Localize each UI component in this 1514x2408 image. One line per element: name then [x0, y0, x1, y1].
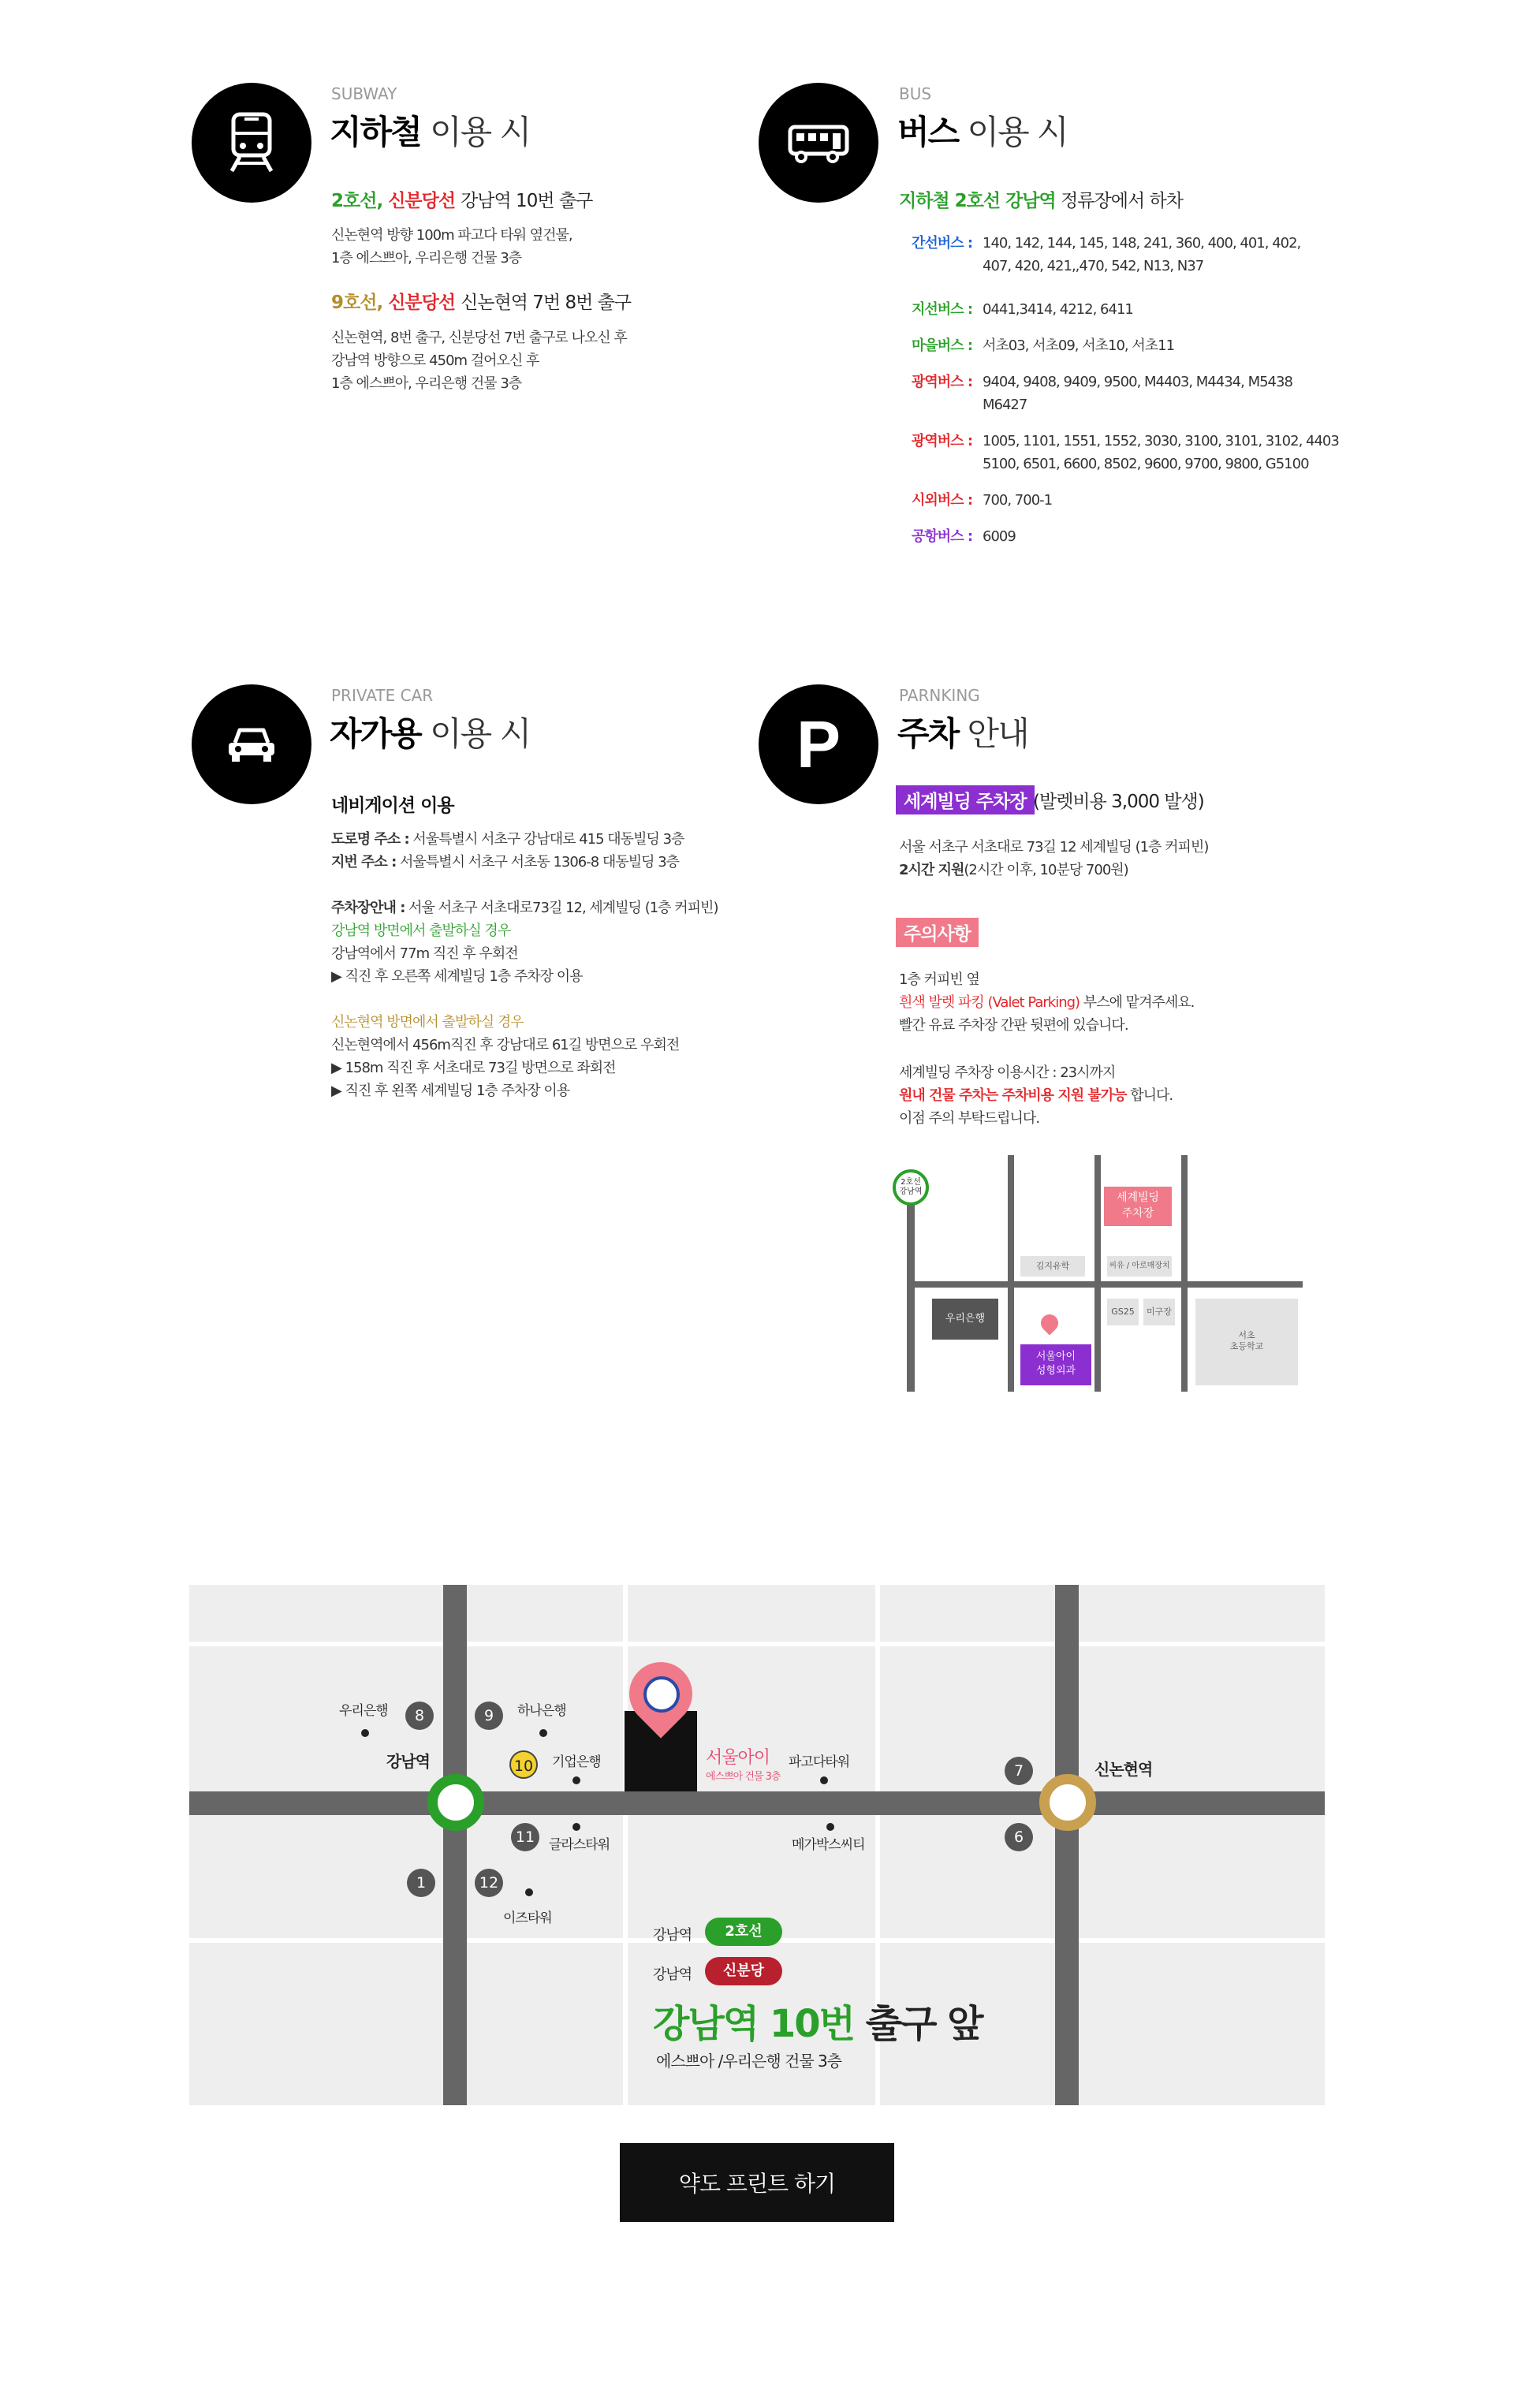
bus-route-numbers: [983, 298, 1133, 321]
from-sinnonhyeon-title: 신논현역 방면에서 출발하실 경우: [331, 1014, 524, 1031]
bus-route-row: [912, 371, 1292, 416]
subway-line1: [331, 186, 592, 212]
caution-5-rest: 합니다.: [1126, 1087, 1173, 1104]
bus-route-line-1: 6009: [983, 528, 1016, 545]
parking-support: [899, 859, 1128, 882]
exit-12: 12: [475, 1869, 503, 1897]
bus-route-row: [912, 232, 1300, 278]
jibun-value: 서울특별시 서초구 서초동 1306-8 대동빌딩 3층: [396, 854, 680, 870]
bus-route-numbers: [983, 430, 1339, 475]
bus-route-line-2: 5100, 6501, 6600, 8502, 9600, 9700, 9800, G5100: [983, 456, 1309, 472]
woori-label: 우리은행: [339, 1703, 388, 1719]
bus-type-label: 지선버스 :: [912, 301, 973, 318]
bus-route-row: [912, 525, 1016, 548]
parking-map: [893, 1155, 1303, 1392]
print-map-button[interactable]: 약도 프린트 하기: [620, 2143, 894, 2222]
bus-route-numbers: [983, 232, 1300, 278]
caution-2: [899, 991, 1194, 1014]
caution-3: 빨간 유료 주차장 간판 뒷편에 있습니다.: [899, 1017, 1128, 1034]
parking-badge: 세계빌딩 주차장: [896, 785, 1035, 814]
headline-green: 강남역 10번: [653, 2002, 854, 2046]
exit-headline-sub: 에스쁘아 /우리은행 건물 3층: [656, 2052, 842, 2071]
car-icon: [226, 725, 278, 763]
bus-type-label: 시외버스 :: [912, 492, 973, 509]
map-block-2: 씨유 / 아로매장치: [1107, 1256, 1172, 1277]
bldg-label-1: 세계빌딩: [1116, 1191, 1160, 1204]
parking-address: 서울 서초구 서초대로 73길 12 세계빌딩 (1층 커피빈): [899, 839, 1209, 855]
road-v1: [907, 1187, 915, 1392]
park-value: 서울 서초구 서초대로73길 12, 세계빌딩 (1층 커피빈): [405, 900, 718, 916]
road-v3: [1094, 1155, 1101, 1392]
sinnonhyeon-line-1: 신논현역에서 456m직진 후 강남대로 61길 방면으로 우회전: [331, 1037, 680, 1053]
b6-label-2: 초등학교: [1229, 1341, 1264, 1351]
map-block-5: 미구장: [1143, 1299, 1175, 1325]
location-map: [189, 1585, 1325, 2105]
bus-icon: [787, 121, 850, 165]
subway-line2: [331, 288, 631, 314]
road-label: 도로명 주소 :: [331, 831, 409, 848]
map-block-1: 김지유학: [1020, 1256, 1085, 1277]
parking-title-rest: 안내: [958, 714, 1028, 753]
exit-11: 11: [511, 1823, 539, 1851]
exit-6: 6: [1005, 1823, 1033, 1851]
road-v2: [1008, 1155, 1014, 1392]
gangnam-label: 강남역: [386, 1752, 430, 1771]
road-h1: [907, 1281, 1303, 1288]
bus-title: [897, 106, 1068, 154]
parking-title-bold: 주차: [897, 714, 959, 753]
bus-eng-label: BUS: [899, 84, 932, 103]
from-gangnam-title: 강남역 방면에서 출발하실 경우: [331, 923, 511, 939]
exit-7: 7: [1005, 1757, 1033, 1785]
main-road: [189, 1791, 1325, 1815]
clinic-label-1: 서울아이: [1035, 1351, 1076, 1362]
subway-desc2-1: 신논현역, 8번 출구, 신분당선 7번 출구로 나오신 후: [331, 330, 627, 346]
map-block-4: GS25: [1107, 1299, 1139, 1325]
bus-subtitle: [899, 186, 1183, 212]
road-address: [331, 828, 684, 851]
map-block-6: [1195, 1299, 1298, 1385]
gangnam-line-1: 강남역에서 77m 직진 후 우회전: [331, 945, 518, 962]
hana-dot: [539, 1729, 547, 1737]
bus-title-bold: 버스: [897, 113, 959, 151]
bus-route-line-1: 서초03, 서초09, 서초10, 서초11: [983, 337, 1175, 354]
bus-route-row: [912, 430, 1339, 475]
parking-icon-circle: [759, 684, 878, 804]
subway-title: [330, 106, 530, 154]
bus-type-label: 공항버스 :: [912, 528, 973, 545]
line-a-station: 강남역: [653, 1927, 692, 1944]
caution-4: 세계빌딩 주차장 이용시간 : 23시까지: [899, 1064, 1116, 1081]
bus-route-row: [912, 334, 1174, 357]
bus-route-numbers: [983, 525, 1016, 548]
glass-label: 글라스타워: [549, 1837, 610, 1853]
ibk-dot: [572, 1776, 580, 1784]
hana-label: 하나은행: [517, 1703, 566, 1719]
bus-type-label: 마을버스 :: [912, 337, 973, 354]
subway-eng-label: SUBWAY: [331, 84, 397, 103]
headline-black: 출구 앞: [853, 2002, 983, 2046]
road-v4: [1181, 1155, 1188, 1392]
parking-p-icon: P: [796, 706, 841, 781]
bus-route-numbers: [983, 334, 1174, 357]
subway-icon-circle: [192, 83, 311, 203]
caution-1: 1층 커피빈 옆: [899, 971, 979, 988]
line1-c: 강남역 10번 출구: [461, 191, 593, 211]
sinnonhyeon-station-icon: [1039, 1774, 1096, 1831]
line2-a: 9호선,: [331, 293, 383, 313]
caution-6: 이점 주의 부탁드립니다.: [899, 1110, 1040, 1127]
caution-badge: 주의사항: [896, 918, 979, 947]
mega-label: 메가박스씨티: [792, 1837, 865, 1853]
road-value: 서울특별시 서초구 강남대로 415 대동빌딩 3층: [408, 831, 684, 848]
caution-5-red: 원내 건물 주차는 주차비용 지원 불가능: [899, 1087, 1127, 1104]
line-b-station: 강남역: [653, 1966, 692, 1983]
pagoda-dot: [820, 1776, 828, 1784]
line1-b: 신분당선: [388, 191, 456, 211]
nav-title: 네비게이션 이용: [331, 796, 454, 816]
bus-title-rest: 이용 시: [958, 113, 1068, 151]
car-eng-label: PRIVATE CAR: [331, 686, 434, 705]
bus-icon-circle: [759, 83, 878, 203]
line2-b: 신분당선: [388, 293, 456, 313]
road-right: [1055, 1585, 1079, 2105]
clinic-block: [1020, 1344, 1091, 1385]
grid-v1: [623, 1585, 628, 2105]
exit-8: 8: [405, 1702, 434, 1730]
car-title: [330, 708, 530, 755]
bus-sub-green: 지하철 2호선 강남역: [899, 191, 1056, 211]
caution-2-rest: 부스에 맡겨주세요.: [1080, 994, 1195, 1011]
exit-10: 10: [509, 1750, 538, 1779]
bus-route-line-1: 700, 700-1: [983, 492, 1053, 509]
support-rest: (2시간 이후, 10분당 700원): [964, 862, 1128, 878]
bus-route-row: [912, 489, 1052, 512]
glass-dot: [572, 1823, 580, 1831]
eeds-dot: [525, 1888, 533, 1896]
support-bold: 2시간 지원: [899, 862, 964, 878]
jibun-label: 지번 주소 :: [331, 854, 397, 870]
bus-route-numbers: [983, 371, 1292, 416]
clinic-label-2: 성형외과: [1035, 1365, 1076, 1377]
bus-type-label: 광역버스 :: [912, 433, 973, 449]
car-title-rest: 이용 시: [420, 714, 531, 753]
subway-desc2-3: 1층 에스쁘아, 우리은행 건물 3층: [331, 375, 522, 392]
clinic-map-label: 서울아이: [706, 1748, 770, 1768]
caution-5: [899, 1084, 1173, 1107]
grid-h1: [189, 1642, 1325, 1646]
ibk-label: 기업은행: [552, 1754, 601, 1770]
subway-desc1-1: 신논현역 방향 100m 파고다 타워 옆건물,: [331, 227, 572, 244]
world-building-parking: [1104, 1187, 1172, 1226]
bus-route-line-1: 1005, 1101, 1551, 1552, 3030, 3100, 3101, 3102, 4403: [983, 433, 1339, 449]
sinnonhyeon-line-2: ▶ 158m 직진 후 서초대로 73길 방면으로 좌회전: [331, 1060, 616, 1076]
subway-desc1-2: 1층 에스쁘아, 우리은행 건물 3층: [331, 250, 522, 267]
road-left: [443, 1585, 467, 2105]
line-a-badge: 2호선: [705, 1918, 782, 1946]
bus-route-row: [912, 298, 1133, 321]
car-title-bold: 자가용: [330, 714, 421, 753]
bus-sub-rest: 정류장에서 하차: [1055, 191, 1183, 211]
station-circle: [893, 1169, 929, 1206]
bus-route-line-2: M6427: [983, 397, 1027, 413]
bus-type-label: 광역버스 :: [912, 374, 973, 390]
car-icon-circle: [192, 684, 311, 804]
line-b-badge: 신분당: [705, 1957, 782, 1985]
parking-badge-note: (발렛비용 3,000 발생): [1033, 792, 1204, 812]
bus-route-line-2: 407, 420, 421,,470, 542, N13, N37: [983, 258, 1204, 274]
eeds-label: 이즈타워: [503, 1910, 552, 1926]
station-label-2: 강남역: [899, 1187, 923, 1196]
b6-label-1: 서초: [1238, 1330, 1255, 1340]
bus-route-numbers: [983, 489, 1052, 512]
sinnonhyeon-line-3: ▶ 직진 후 왼쪽 세계빌딩 1층 주차장 이용: [331, 1083, 570, 1099]
bus-route-line-1: 0441,3414, 4212, 6411: [983, 301, 1133, 318]
exit-9: 9: [475, 1702, 503, 1730]
small-pin-icon: [1037, 1310, 1061, 1335]
jibun-address: [331, 851, 679, 874]
line2-c: 신논현역 7번 8번 출구: [461, 293, 632, 313]
gangnam-line-2: ▶ 직진 후 오른쪽 세계빌딩 1층 주차장 이용: [331, 968, 583, 985]
bus-type-label: 간선버스 :: [912, 235, 973, 252]
bldg-label-2: 주차장: [1121, 1207, 1154, 1220]
exit-1: 1: [407, 1869, 435, 1897]
parking-info: [331, 896, 718, 919]
mega-dot: [826, 1823, 834, 1831]
station-label-1: 2호선: [901, 1178, 921, 1187]
subway-title-bold: 지하철: [330, 113, 421, 151]
subway-desc2-2: 강남역 방향으로 450m 걸어오신 후: [331, 352, 539, 369]
map-block-3: 우리은행: [932, 1299, 998, 1340]
woori-dot: [361, 1729, 369, 1737]
gangnam-station-icon: [427, 1774, 484, 1831]
train-icon: [227, 111, 276, 174]
exit-headline: [653, 1993, 983, 2048]
clinic-map-sub: 에스쁘아 건물 3층: [706, 1771, 781, 1783]
parking-eng-label: PARNKING: [899, 686, 980, 705]
bus-route-line-1: 9404, 9408, 9409, 9500, M4403, M4434, M5438: [983, 374, 1292, 390]
subway-title-rest: 이용 시: [420, 113, 531, 151]
park-label: 주차장안내 :: [331, 900, 405, 916]
parking-title: [897, 708, 1028, 755]
caution-2-red: 흰색 발렛 파킹 (Valet Parking): [899, 994, 1080, 1011]
sinnonhyeon-label: 신논현역: [1094, 1760, 1153, 1779]
line1-a: 2호선,: [331, 191, 383, 211]
clinic-logo-icon: [643, 1676, 680, 1713]
pagoda-label: 파고다타워: [789, 1754, 850, 1770]
bus-route-line-1: 140, 142, 144, 145, 148, 241, 360, 400, 401, 402,: [983, 235, 1301, 252]
